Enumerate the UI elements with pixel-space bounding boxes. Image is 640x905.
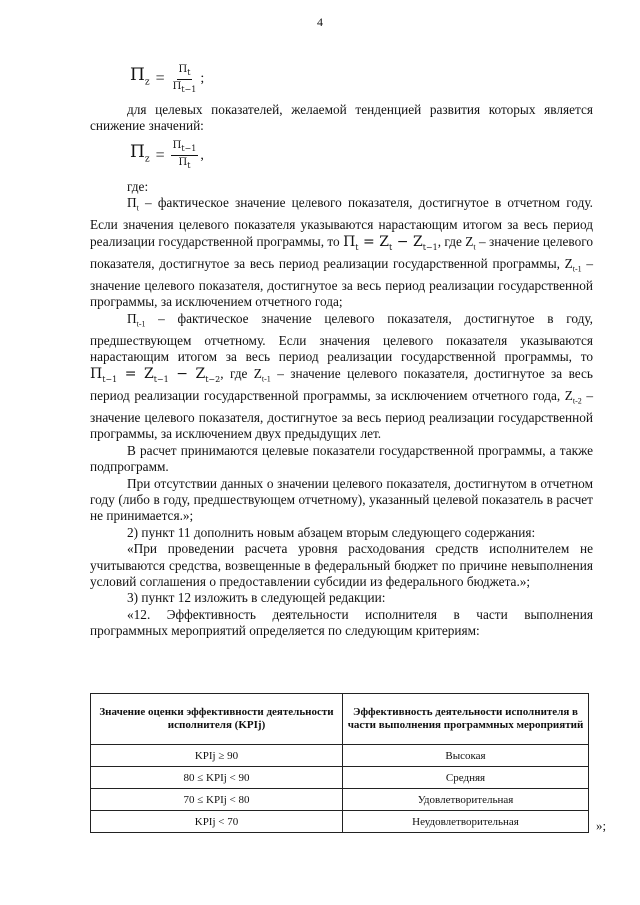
table-cell-rating: Удовлетворительная (343, 789, 589, 811)
closing-quote-mark: »; (596, 818, 607, 833)
table-cell-kpi: KPIj ≥ 90 (91, 745, 343, 767)
paragraph-12: «12. Эффективность деятельности исполнителя в части выполнения программных мероприятий определяется по следующим критериям: (90, 606, 593, 639)
fraction: $\frac{П_t}{П_{t-1}}$ (172, 63, 197, 94)
paragraph-pt-definition: $П_t$ – фактическое значение целевого показателя, достигнутое в отчетном году. Если значения целевого показателя указываются нарастающим итогом за весь период реализации государственной программы, то $П_t = Z_t - Z_{t-1}$, где $Z_t$ – значение целевого показателя, достигнутое за весь период реализации государственной программы, $Z_{t-1}$ – значение целевого показателя, достигнутое за весь период реализации государственной программы, за исключением отчетного года; (90, 195, 594, 310)
paragraph-item-2: 2) пункт 11 дополнить новым абзацем вторым следующего содержания: (127, 524, 536, 540)
page-number: 4 (317, 15, 323, 29)
table-row (91, 811, 589, 833)
formula-inline: $П_t = Z_t - Z_{t-1}$ (343, 233, 438, 252)
kpi-criteria-table (90, 693, 589, 833)
table-cell-kpi: KPIj < 70 (91, 811, 343, 833)
table-header-row (91, 694, 589, 745)
table-row (91, 767, 589, 789)
equals-sign: = (155, 69, 165, 87)
formula-increasing: $П_z$ = $\frac{П_t}{П_{t-1}}$ ; (130, 63, 205, 94)
table-cell-rating: Средняя (343, 767, 589, 789)
paragraph-pt1-definition: $П_{t-1}$ – фактическое значение целевого показателя, достигнутое в году, предшествующем отчетному. Если значения целевого показателя указываются нарастающим итогом за весь период реализации государственной программы, то $П_{t-1} = Z_{t-1} - Z_{t-2}$, где $Z_{t-1}$ – значение целевого показателя, достигнутое за весь период реализации государственной программы, за исключением отчетного года, $Z_{t-2}$ – значение целевого показателя, достигнутое за весь период реализации государственной программы, за исключением двух предыдущих лет. (90, 310, 593, 442)
document-body (90, 58, 593, 640)
table-cell-kpi: 80 ≤ KPIj < 90 (91, 767, 343, 789)
table-cell-kpi: 70 ≤ KPIj < 80 (91, 789, 343, 811)
table-row (91, 789, 589, 811)
equals-sign: = (155, 146, 165, 164)
table-row (91, 745, 589, 767)
formula-lhs: $П_z$ (130, 141, 150, 165)
formula-inline: $П_{t-1} = Z_{t-1} - Z_{t-2}$ (90, 365, 221, 384)
paragraph-where: где: (127, 178, 149, 194)
paragraph-item-3: 3) пункт 12 изложить в следующей редакции: (127, 590, 386, 606)
paragraph-accept: В расчет принимаются целевые показатели государственной программы, а также подпрограмм. (90, 442, 593, 475)
paragraph-absent: При отсутствии данных о значении целевого показателя, достигнутом в отчетном году (либо в году, предшествующем отчетному), указанный целевой показатель в расчет не принимается.»; (90, 475, 593, 524)
paragraph-quote: «При проведении расчета уровня расходования средств исполнителем не учитываются средства, возвещенные в федеральный бюджет по причине невыполнения условий соглашения о предоставлении субсидии из федерального бюджета.»; (90, 541, 593, 589)
table-cell-rating: Высокая (343, 745, 589, 767)
formula-decreasing: $П_z$ = $\frac{П_{t-1}}{П_t}$ , (130, 140, 204, 171)
formula-lhs: $П_z$ (130, 65, 150, 88)
table-header-efficiency: Эффективность деятельности исполнителя в части выполнения программных мероприятий (343, 694, 589, 745)
fraction: $\frac{П_{t-1}}{П_t}$ (172, 140, 197, 171)
paragraph-decreasing: для целевых показателей, желаемой тенденцией развития которых является снижение значений: (90, 102, 593, 134)
table-cell-rating: Неудовлетворительная (343, 811, 589, 833)
table-header-kpi: Значение оценки эффективности деятельности исполнителя (KPIj) (91, 694, 343, 745)
